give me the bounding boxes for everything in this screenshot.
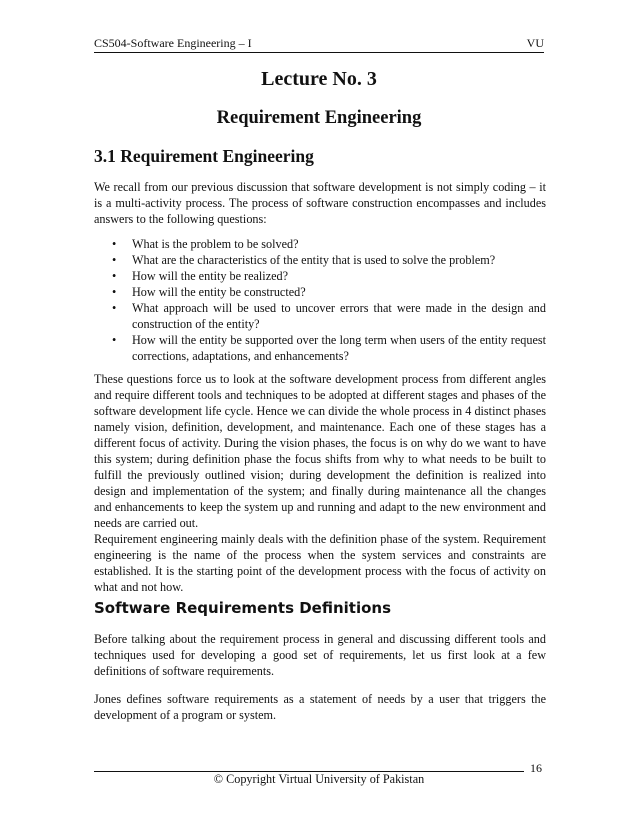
phases-paragraph: These questions force us to look at the software development process from different angles and require different tools and techniques to be adopted at different stages and phases of the software development life cycle. Hence we can divide the whole process in 4 distinct phases namely vision, definition, development, and maintenance. Each one of these stages has a different focus of activity. During the vision phases, the focus is on why do we want to have this system; during definition phase the focus shifts from why to what needs to be built to fulfill the previously outlined vision; during development the definition is realized into design and implementation of the system; and finally during maintenance all the changes and enhancements to keep the system up and running and adapt to the new environment and needs are carried out. bbox=[94, 372, 546, 530]
bullet-icon: • bbox=[112, 253, 117, 267]
lecture-title: Lecture No. 3 bbox=[261, 68, 377, 90]
bullet-icon: • bbox=[112, 333, 117, 347]
list-item bbox=[112, 236, 546, 252]
list-item bbox=[112, 284, 546, 300]
header-university-abbr: VU bbox=[526, 36, 544, 50]
list-item-text: How will the entity be constructed? bbox=[132, 285, 306, 299]
questions-list bbox=[112, 236, 546, 364]
list-item-text: What are the characteristics of the entity that is used to solve the problem? bbox=[132, 253, 496, 267]
list-item-text: How will the entity be realized? bbox=[132, 269, 289, 283]
bullet-icon: • bbox=[112, 269, 117, 283]
jones-definition-paragraph: Jones defines software requirements as a statement of needs by a user that triggers the development of a program or system. bbox=[94, 692, 546, 722]
bullet-icon: • bbox=[112, 285, 117, 299]
subheading: Software Requirements Definitions bbox=[94, 599, 392, 617]
copyright-footer: © Copyright Virtual University of Pakistan bbox=[213, 772, 425, 786]
list-item-text: How will the entity be supported over the long term when users of the entity request corrections, adaptations, and enhancements? bbox=[132, 333, 546, 363]
list-item bbox=[112, 268, 546, 284]
list-item-text: What is the problem to be solved? bbox=[132, 237, 299, 251]
list-item-text: What approach will be used to uncover errors that were made in the design and construction of the entity? bbox=[132, 301, 546, 331]
bullet-icon: • bbox=[112, 301, 117, 315]
running-header bbox=[94, 36, 544, 53]
requirements-intro-paragraph: Before talking about the requirement process in general and discussing different tools and techniques used for developing a good set of requirements, let us first look at a few definitions of software requirements. bbox=[94, 632, 546, 678]
definition-phase-paragraph: Requirement engineering mainly deals with the definition phase of the system. Requirement engineering is the name of the process when the system services and constraints are established. It is the starting point of the development process with the focus of activity on what and not how. bbox=[94, 532, 546, 594]
list-item bbox=[112, 300, 546, 332]
section-heading: 3.1 Requirement Engineering bbox=[94, 146, 314, 166]
list-item bbox=[112, 252, 546, 268]
list-item bbox=[112, 332, 546, 364]
header-course-title: CS504-Software Engineering – I bbox=[94, 36, 252, 50]
intro-paragraph: We recall from our previous discussion that software development is not simply coding – it is a multi-activity process. The process of software construction encompasses and includes answers to the following questions: bbox=[94, 180, 546, 226]
bullet-icon: • bbox=[112, 237, 117, 251]
page-number: 16 bbox=[530, 761, 542, 775]
topic-title: Requirement Engineering bbox=[216, 108, 422, 128]
